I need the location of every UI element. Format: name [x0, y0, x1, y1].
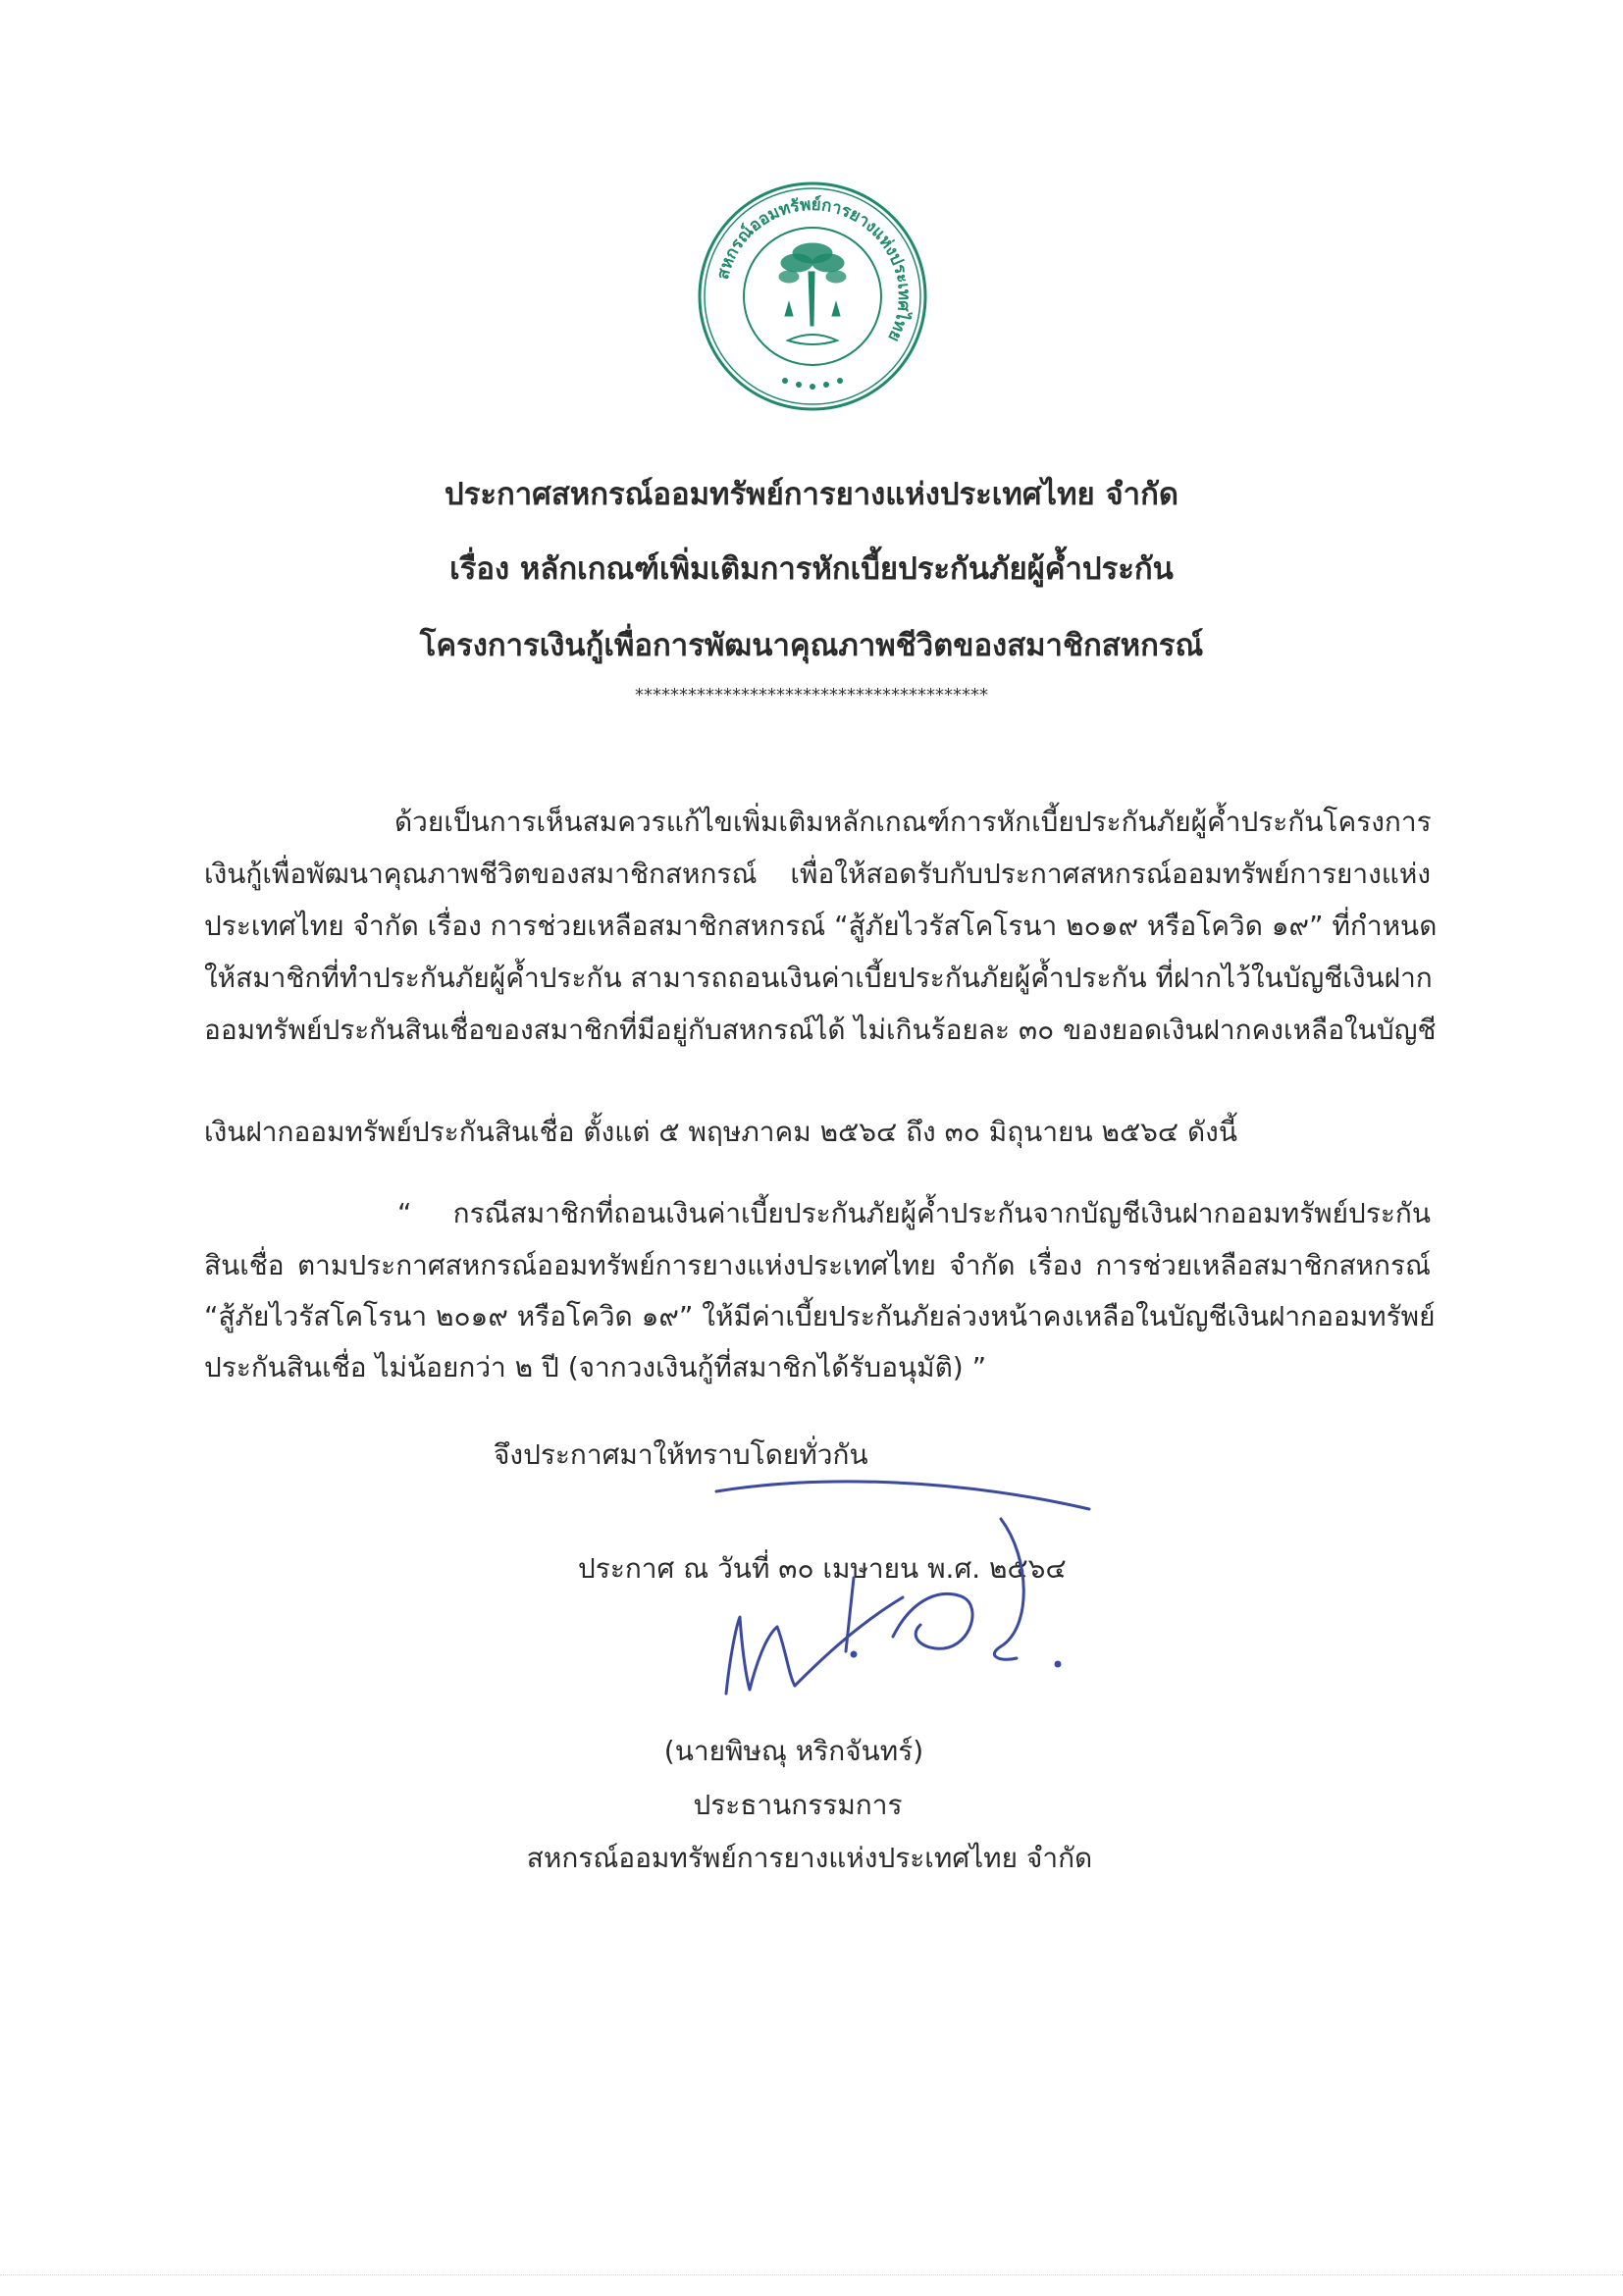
- page-bottom-rule: [0, 2274, 1623, 2275]
- paragraph2-line1: “ กรณีสมาชิกที่ถอนเงินค่าเบี้ยประกันภัยผู้ค้ำประกันจากบัญชีเงินฝากออมทรัพย์ประกัน: [397, 1197, 1431, 1229]
- handwritten-signature: [707, 1480, 1256, 1735]
- signatory-organization: สหกรณ์ออมทรัพย์การยางแห่งประเทศไทย จำกัด: [526, 1842, 1093, 1874]
- title-separator: ****************************************: [635, 685, 988, 705]
- paragraph2-line3: “สู้ภัยไวรัสโคโรนา ๒๐๑๙ หรือโควิด ๑๙” ให้มีค่าเบี้ยประกันภัยล่วงหน้าคงเหลือในบัญชีเงินฝากออมทรัพย์: [204, 1300, 1436, 1332]
- announcement-title: ประกาศสหกรณ์ออมทรัพย์การยางแห่งประเทศไทย จำกัด: [445, 477, 1178, 512]
- announcement-project: โครงการเงินกู้เพื่อการพัฒนาคุณภาพชีวิตของสมาชิกสหกรณ์: [419, 628, 1204, 663]
- announcement-subject: เรื่อง หลักเกณฑ์เพิ่มเติมการหักเบี้ยประกันภัยผู้ค้ำประกัน: [449, 551, 1174, 587]
- cooperative-seal-logo: [695, 179, 930, 414]
- signatory-title: ประธานกรรมการ: [693, 1789, 903, 1821]
- paragraph1-line5: ออมทรัพย์ประกันสินเชื่อของสมาชิกที่มีอยู่กับสหกรณ์ได้ ไม่เกินร้อยละ ๓๐ ของยอดเงินฝากคงเหลือในบัญชี: [204, 1014, 1437, 1046]
- paragraph1-line2: เงินกู้เพื่อพัฒนาคุณภาพชีวิตของสมาชิกสหกรณ์ เพื่อให้สอดรับกับประกาศสหกรณ์ออมทรัพย์การยางแห่ง: [204, 858, 1431, 890]
- paragraph1-line6: เงินฝากออมทรัพย์ประกันสินเชื่อ ตั้งแต่ ๕ พฤษภาคม ๒๕๖๔ ถึง ๓๐ มิถุนายน ๒๕๖๔ ดังนี้: [204, 1116, 1237, 1148]
- paragraph2-line2: สินเชื่อ ตามประกาศสหกรณ์ออมทรัพย์การยางแห่งประเทศไทย จำกัด เรื่อง การช่วยเหลือสมาชิกสหกรณ์: [204, 1249, 1431, 1281]
- paragraph1-line3: ประเทศไทย จำกัด เรื่อง การช่วยเหลือสมาชิกสหกรณ์ “สู้ภัยไวรัสโคโรนา ๒๐๑๙ หรือโควิด ๑๙” ที่กำหนด: [204, 910, 1438, 942]
- paragraph2-line4: ประกันสินเชื่อ ไม่น้อยกว่า ๒ ปี (จากวงเงินกู้ที่สมาชิกได้รับอนุมัติ) ”: [204, 1351, 987, 1383]
- announcement-date: ประกาศ ณ วันที่ ๓๐ เมษายน พ.ศ. ๒๕๖๔: [578, 1552, 1067, 1585]
- closing-statement: จึงประกาศมาให้ทราบโดยทั่วกัน: [494, 1438, 868, 1471]
- seal-ring-text: สหกรณ์ออมทรัพย์การยางแห่งประเทศไทย: [712, 194, 915, 345]
- paragraph1-line1: ด้วยเป็นการเห็นสมควรแก้ไขเพิ่มเติมหลักเกณฑ์การหักเบี้ยประกันภัยผู้ค้ำประกันโครงการ: [394, 806, 1432, 838]
- paragraph1-line4: ให้สมาชิกที่ทำประกันภัยผู้ค้ำประกัน สามารถถอนเงินค่าเบี้ยประกันภัยผู้ค้ำประกัน ที่ฝากไว้ในบัญชีเงินฝาก: [204, 962, 1433, 994]
- signatory-name: (นายพิษณุ หริกจันทร์): [663, 1735, 924, 1767]
